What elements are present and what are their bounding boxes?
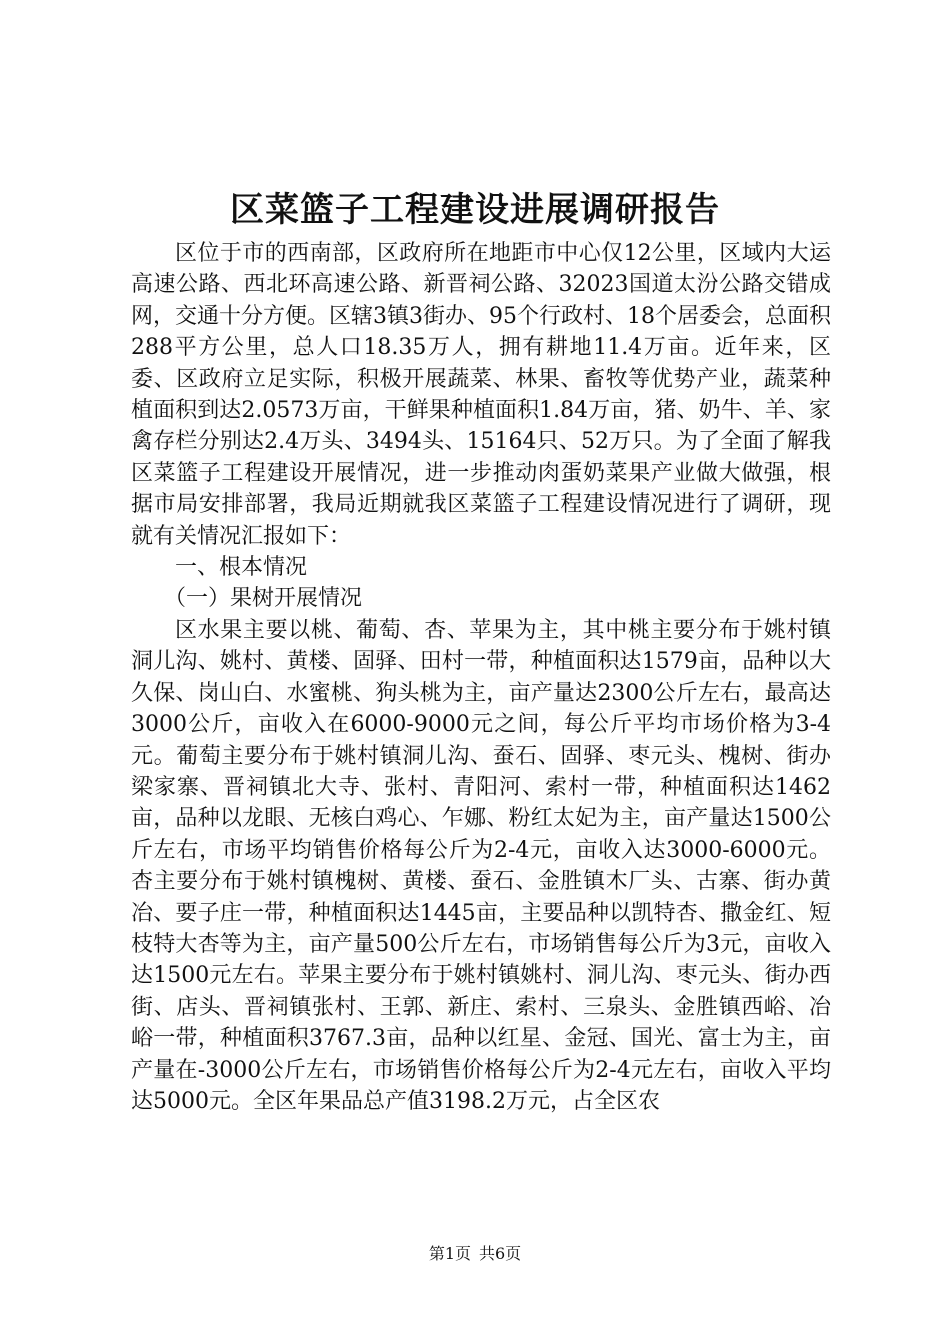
subsection-heading: （一）果树开展情况 (164, 586, 363, 612)
page-footer (0, 1242, 950, 1266)
intro-paragraph: 区位于市的西南部，区政府所在地距市中心仅12公里，区域内大运高速公路、西北环高速公路、新晋祠公路、32023国道太汾公路交错成网，交通十分方便。区辖3镇3街办、95个行政村、18个居委会，总面积288平方公里，总人口18.35万人，拥有耕地11.4万亩。近年来，区委、区政府立足实际，积极开展蔬菜、林果、畜牧等优势产业，蔬菜种植面积到达2.0573万亩，干鲜果种植面积1.84万亩，猪、奶牛、羊、家禽存栏分别达2.4万头、3494头、15164只、52万只。为了全面了解我区菜篮子工程建设开展情况，进一步推动肉蛋奶菜果产业做大做强，根据市局安排部署，我局近期就我区菜篮子工程建设情况进行了调研，现就有关情况汇报如下： (131, 241, 831, 549)
fruit-paragraph: 区水果主要以桃、葡萄、杏、苹果为主，其中桃主要分布于姚村镇洞儿沟、姚村、黄楼、固驿、田村一带，种植面积达1579亩，品种以大久保、岗山白、水蜜桃、狗头桃为主，亩产量达2300公斤左右，最高达3000公斤，亩收入在6000-9000元之间，每公斤平均市场价格为3-4元。葡萄主要分布于姚村镇洞儿沟、蚕石、固驿、枣元头、槐树、街办梁家寨、晋祠镇北大寺、张村、青阳河、索村一带，种植面积达1462亩，品种以龙眼、无核白鸡心、乍娜、粉红太妃为主，亩产量达1500公斤左右，市场平均销售价格每公斤为2-4元，亩收入达3000-6000元。杏主要分布于姚村镇槐树、黄楼、蚕石、金胜镇木厂头、古寨、街办黄冶、要子庄一带，种植面积达1445亩，主要品种以凯特杏、撒金红、短枝特大杏等为主，亩产量500公斤左右，市场销售每公斤为3元，亩收入达1500元左右。苹果主要分布于姚村镇姚村、洞儿沟、枣元头、街办西街、店头、晋祠镇张村、王郭、新庄、索村、三泉头、金胜镇西峪、冶峪一带，种植面积3767.3亩，品种以红星、金冠、国光、富士为主，亩产量在-3000公斤左右，市场销售价格每公斤为2-4元左右，亩收入平均达5000元。全区年果品总产值3198.2万元，占全区农 (131, 617, 831, 1114)
page-number: 第1页 (428, 1244, 471, 1263)
document-title: 区菜篮子工程建设进展调研报告 (230, 190, 720, 230)
document-body (131, 238, 831, 1117)
section-heading: 一、根本情况 (175, 555, 308, 581)
page-total: 共6页 (479, 1244, 522, 1263)
